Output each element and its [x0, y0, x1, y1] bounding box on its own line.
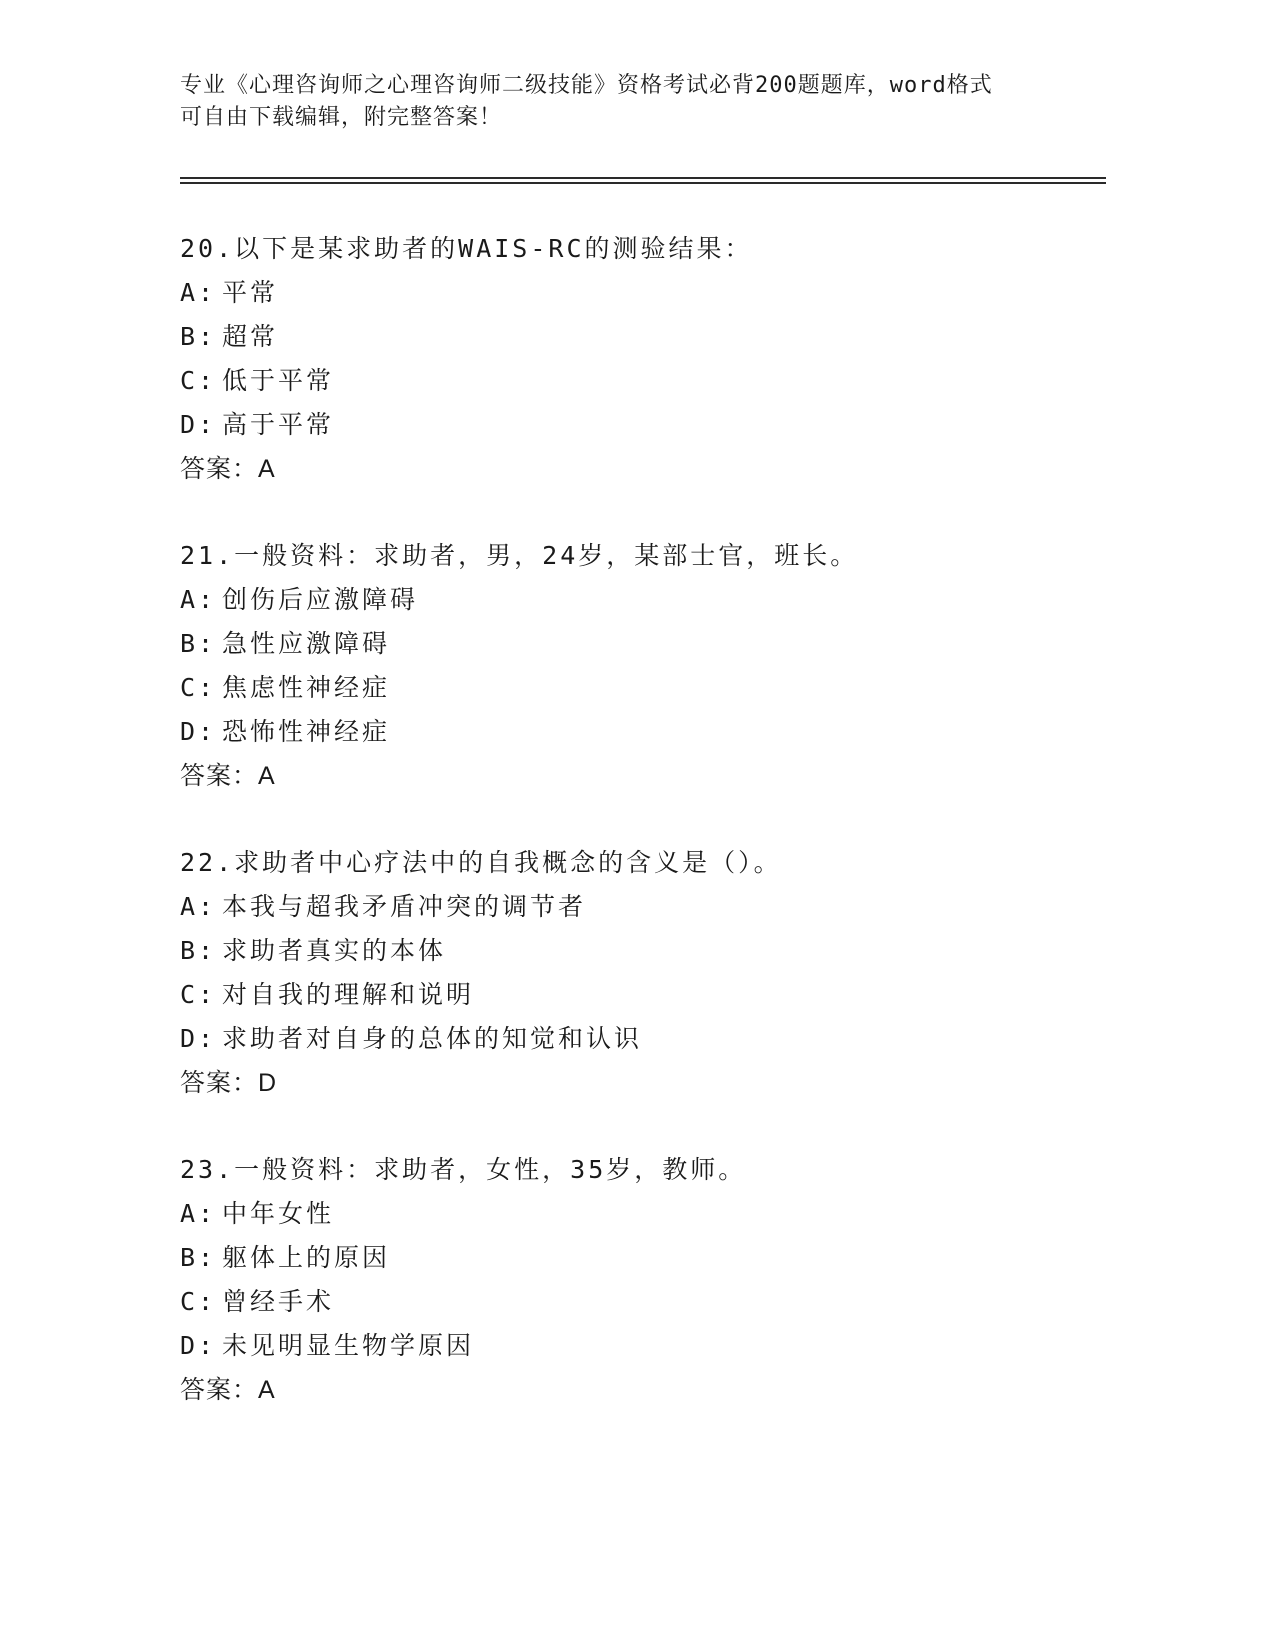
option-letter: A: — [180, 585, 217, 614]
option-text: 本我与超我矛盾冲突的调节者 — [222, 892, 587, 921]
option-letter: D: — [180, 1331, 217, 1360]
option-a — [180, 578, 1100, 622]
option-b — [180, 1236, 1100, 1280]
question-21 — [180, 534, 1100, 798]
option-letter: C: — [180, 980, 217, 1009]
question-20 — [180, 227, 1100, 491]
option-letter: B: — [180, 1243, 217, 1272]
question-stem: 20.以下是某求助者的WAIS-RC的测验结果： — [180, 234, 753, 263]
answer-line: 答案：A — [180, 1376, 276, 1404]
option-letter: C: — [180, 1287, 217, 1316]
header-line-2: 可自由下载编辑，附完整答案！ — [180, 105, 503, 130]
question-list — [180, 227, 1100, 1455]
option-d — [180, 710, 1100, 754]
answer-line: 答案：D — [180, 1069, 278, 1097]
option-c — [180, 666, 1100, 710]
option-letter: B: — [180, 629, 217, 658]
question-stem: 22.求助者中心疗法中的自我概念的含义是（）。 — [180, 848, 782, 877]
option-text: 急性应激障碍 — [222, 629, 391, 658]
question-stem: 21.一般资料：求助者，男，24岁，某部士官，班长。 — [180, 541, 859, 570]
option-text: 求助者对自身的总体的知觉和认识 — [222, 1024, 643, 1053]
question-23 — [180, 1148, 1100, 1412]
option-text: 恐怖性神经症 — [222, 717, 391, 746]
option-text: 高于平常 — [222, 410, 335, 439]
question-22 — [180, 841, 1100, 1105]
option-letter: D: — [180, 717, 217, 746]
option-b — [180, 622, 1100, 666]
option-letter: C: — [180, 673, 217, 702]
option-text: 焦虑性神经症 — [222, 673, 391, 702]
option-b — [180, 315, 1100, 359]
option-letter: A: — [180, 1199, 217, 1228]
header-line-1: 专业《心理咨询师之心理咨询师二级技能》资格考试必背200题题库，word格式 — [180, 73, 993, 98]
question-stem: 23.一般资料：求助者，女性，35岁，教师。 — [180, 1155, 747, 1184]
option-letter: A: — [180, 278, 217, 307]
option-letter: C: — [180, 366, 217, 395]
option-letter: D: — [180, 410, 217, 439]
option-a — [180, 885, 1100, 929]
option-letter: A: — [180, 892, 217, 921]
option-text: 中年女性 — [222, 1199, 335, 1228]
option-d — [180, 403, 1100, 447]
answer-line: 答案：A — [180, 762, 276, 790]
option-c — [180, 359, 1100, 403]
option-text: 求助者真实的本体 — [222, 936, 447, 965]
option-text: 躯体上的原因 — [222, 1243, 391, 1272]
option-letter: B: — [180, 936, 217, 965]
option-letter: B: — [180, 322, 217, 351]
option-d — [180, 1324, 1100, 1368]
option-a — [180, 271, 1100, 315]
option-text: 曾经手术 — [222, 1287, 335, 1316]
option-text: 创伤后应激障碍 — [222, 585, 419, 614]
option-text: 平常 — [222, 278, 279, 307]
option-text: 对自我的理解和说明 — [222, 980, 475, 1009]
option-a — [180, 1192, 1100, 1236]
option-text: 超常 — [222, 322, 279, 351]
document-header — [180, 70, 1060, 134]
answer-line: 答案：A — [180, 455, 276, 483]
option-c — [180, 973, 1100, 1017]
option-letter: D: — [180, 1024, 217, 1053]
option-b — [180, 929, 1100, 973]
option-d — [180, 1017, 1100, 1061]
option-c — [180, 1280, 1100, 1324]
option-text: 未见明显生物学原因 — [222, 1331, 475, 1360]
option-text: 低于平常 — [222, 366, 335, 395]
header-divider — [180, 177, 1106, 184]
